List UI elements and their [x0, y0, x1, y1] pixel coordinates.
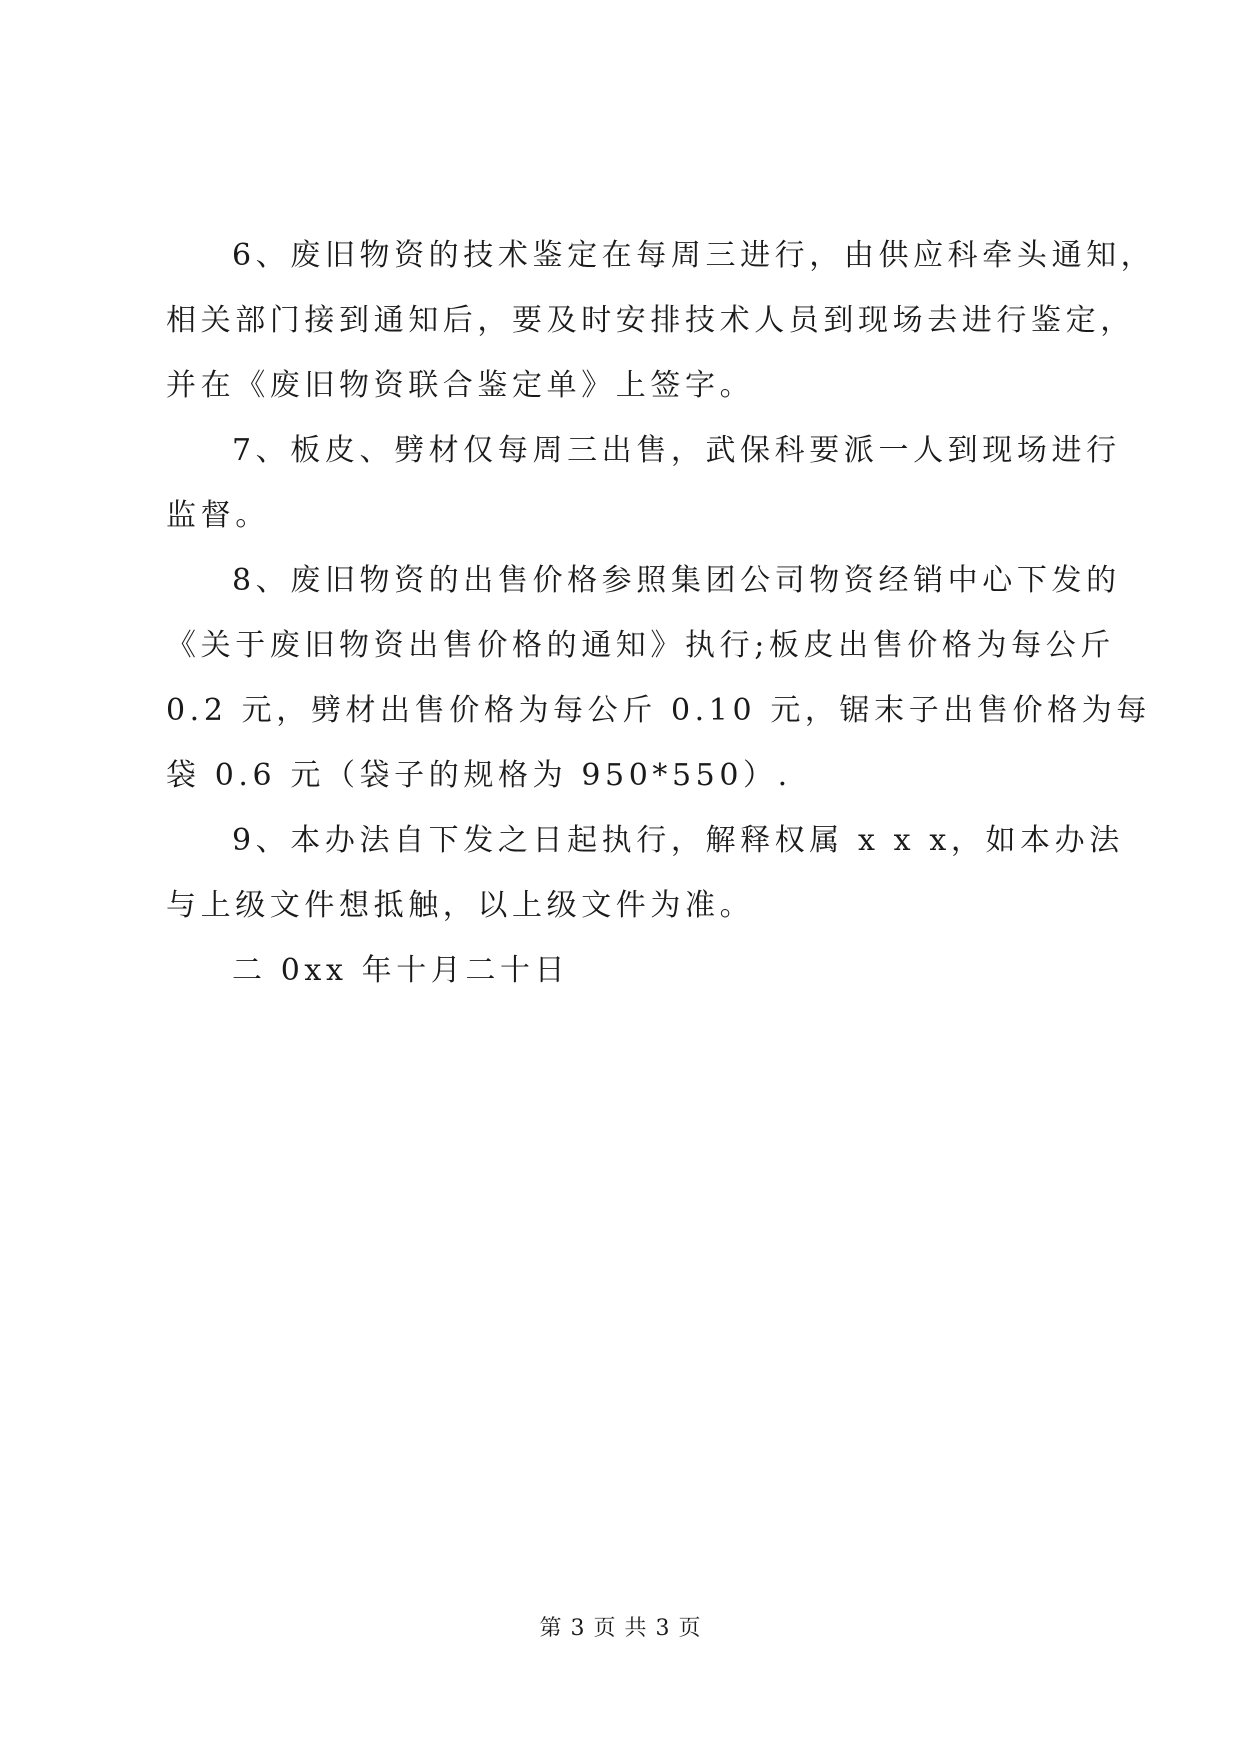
date-line: 二 0xx 年十月二十日: [232, 953, 570, 988]
paragraph-7-line-2: 监督。: [166, 498, 270, 533]
paragraph-6-line-1: 6、废旧物资的技术鉴定在每周三进行，由供应科牵头通知，: [232, 238, 1156, 273]
paragraph-8-line-2: 《关于废旧物资出售价格的通知》执行;板皮出售价格为每公斤: [166, 628, 1115, 663]
paragraph-6-line-2: 相关部门接到通知后，要及时安排技术人员到现场去进行鉴定，: [166, 303, 1135, 338]
paragraph-6-line-3: 并在《废旧物资联合鉴定单》上签字。: [166, 368, 755, 403]
paragraph-9-line-1: 9、本办法自下发之日起执行，解释权属 x x x，如本办法: [232, 823, 1124, 858]
paragraph-9-line-2: 与上级文件想抵触，以上级文件为准。: [166, 888, 755, 923]
page-footer: 第 3 页 共 3 页: [539, 1616, 702, 1641]
paragraph-8-line-1: 8、废旧物资的出售价格参照集团公司物资经销中心下发的: [232, 563, 1121, 598]
paragraph-7-line-1: 7、板皮、劈材仅每周三出售，武保科要派一人到现场进行: [232, 433, 1121, 468]
paragraph-8-line-3: 0.2 元，劈材出售价格为每公斤 0.10 元，锯末子出售价格为每: [166, 693, 1151, 728]
paragraph-8-line-4: 袋 0.6 元（袋子的规格为 950*550）.: [166, 758, 792, 793]
